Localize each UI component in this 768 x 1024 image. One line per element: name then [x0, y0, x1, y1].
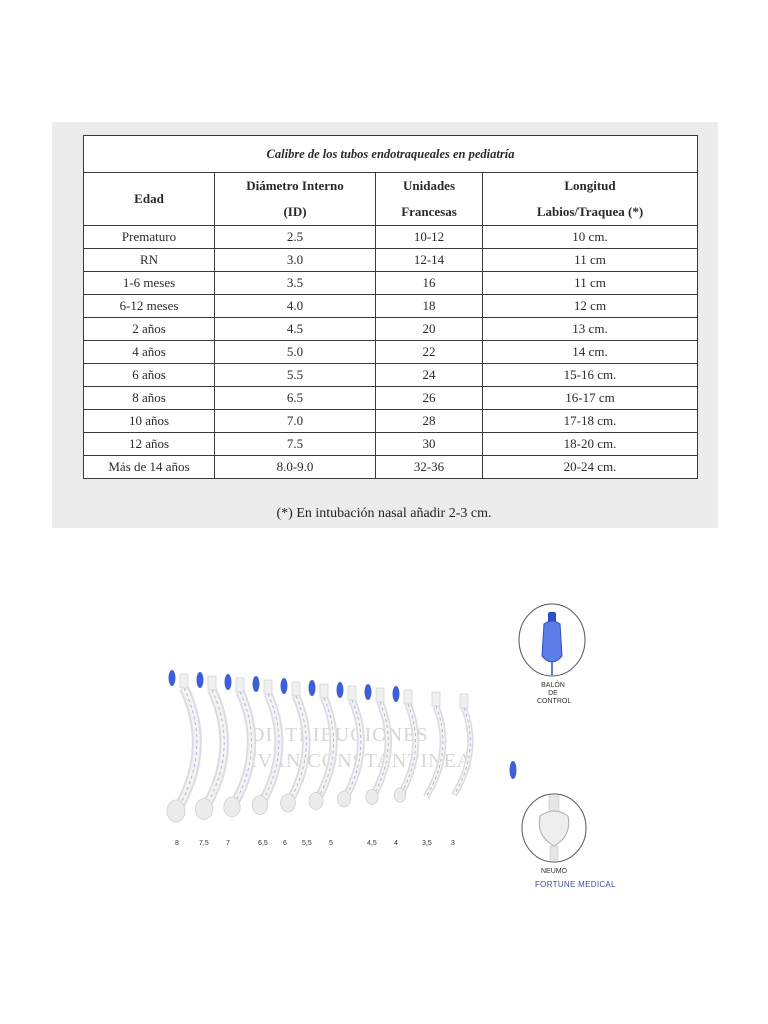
header-longitud: Longitud Labios/Traquea (*) [483, 173, 698, 226]
tube-size-label: 7,5 [199, 840, 209, 847]
tube-cuff [309, 792, 323, 809]
cell-unidades: 16 [376, 272, 483, 295]
tube-size-label: 3,5 [422, 840, 432, 847]
tube-cuff [195, 798, 212, 819]
cell-unidades: 20 [376, 318, 483, 341]
cell-edad: 8 años [84, 387, 215, 410]
cell-unidades: 24 [376, 364, 483, 387]
cell-longitud: 11 cm [483, 272, 698, 295]
endotracheal-tube [167, 670, 197, 822]
tube-size-label: 6,5 [258, 840, 268, 847]
table-footnote: (*) En intubación nasal añadir 2-3 cm. [276, 506, 492, 521]
endotracheal-tube [252, 676, 279, 815]
tube-cuff [366, 789, 378, 804]
cell-longitud: 13 cm. [483, 318, 698, 341]
tube-cuff [337, 791, 350, 807]
endotracheal-tube [365, 684, 389, 805]
cell-diametro: 5.5 [215, 364, 376, 387]
tube-cuff [281, 794, 296, 812]
cell-unidades: 10-12 [376, 226, 483, 249]
pilot-balloon [169, 670, 176, 686]
cell-diametro: 6.5 [215, 387, 376, 410]
watermark-line-1: DISTRIBUCIONES [250, 724, 429, 746]
cell-longitud: 10 cm. [483, 226, 698, 249]
cell-edad: 10 años [84, 410, 215, 433]
cell-unidades: 12-14 [376, 249, 483, 272]
cell-unidades: 30 [376, 433, 483, 456]
header-unidades: Unidades Francesas [376, 173, 483, 226]
cell-longitud: 15-16 cm. [483, 364, 698, 387]
balloon-label: BALÓN DE CONTROL [537, 682, 572, 705]
cell-unidades: 26 [376, 387, 483, 410]
cell-unidades: 18 [376, 295, 483, 318]
pilot-balloon [393, 686, 400, 702]
tube-cuff [252, 795, 268, 814]
cell-longitud: 20-24 cm. [483, 456, 698, 479]
cell-longitud: 12 cm [483, 295, 698, 318]
cell-longitud: 11 cm [483, 249, 698, 272]
cell-edad: 1-6 meses [84, 272, 215, 295]
cell-edad: 6-12 meses [84, 295, 215, 318]
cell-edad: 2 años [84, 318, 215, 341]
tube-size-label: 5 [329, 840, 333, 847]
cell-edad: Prematuro [84, 226, 215, 249]
tube-size-label: 8 [175, 840, 179, 847]
brand-logo-text: FORTUNE MEDICAL [535, 880, 616, 889]
cell-edad: 12 años [84, 433, 215, 456]
endotracheal-tube [454, 694, 470, 795]
cuff-label: NEUMO [541, 868, 568, 875]
pilot-balloon [281, 678, 288, 694]
tube-size-label: 3 [451, 840, 455, 847]
cell-unidades: 22 [376, 341, 483, 364]
cell-longitud: 14 cm. [483, 341, 698, 364]
header-edad: Edad [84, 173, 215, 226]
pilot-balloon [365, 684, 372, 700]
tube-size-label: 4 [394, 840, 398, 847]
pilot-balloon [197, 672, 204, 688]
pilot-balloon [309, 680, 316, 696]
cell-longitud: 18-20 cm. [483, 433, 698, 456]
cell-diametro: 7.5 [215, 433, 376, 456]
tube-size-label: 7 [226, 840, 230, 847]
pilot-balloon [225, 674, 232, 690]
endotracheal-tube [393, 686, 416, 802]
cell-diametro: 4.5 [215, 318, 376, 341]
endotracheal-tube [337, 682, 361, 807]
cell-longitud: 16-17 cm [483, 387, 698, 410]
cell-diametro: 7.0 [215, 410, 376, 433]
tube-cuff [394, 788, 406, 802]
pilot-balloon [510, 761, 517, 779]
cell-diametro: 5.0 [215, 341, 376, 364]
cell-unidades: 32-36 [376, 456, 483, 479]
cell-edad: 4 años [84, 341, 215, 364]
pilot-balloon-icon [542, 621, 562, 662]
cell-unidades: 28 [376, 410, 483, 433]
cell-diametro: 8.0-9.0 [215, 456, 376, 479]
cell-diametro: 4.0 [215, 295, 376, 318]
cell-edad: Más de 14 años [84, 456, 215, 479]
endotracheal-tube [309, 680, 334, 810]
cell-edad: 6 años [84, 364, 215, 387]
tube-size-label: 4,5 [367, 840, 377, 847]
pilot-balloon [253, 676, 260, 692]
header-diametro: Diámetro Interno (ID) [215, 173, 376, 226]
tube-cuff [224, 797, 240, 817]
cell-diametro: 3.5 [215, 272, 376, 295]
cell-edad: RN [84, 249, 215, 272]
watermark-line-2: IVAN CONSTANTINEA [250, 750, 473, 772]
pilot-balloon [337, 682, 344, 698]
cuff-detail [522, 794, 586, 862]
table-title: Calibre de los tubos endotraqueales en pediatría [84, 136, 698, 173]
balloon-detail [519, 604, 585, 676]
cell-diametro: 2.5 [215, 226, 376, 249]
cell-diametro: 3.0 [215, 249, 376, 272]
tube-size-label: 5,5 [302, 840, 312, 847]
endotracheal-tube [426, 692, 443, 797]
cell-longitud: 17-18 cm. [483, 410, 698, 433]
tube-cuff [167, 800, 185, 822]
endotracheal-tube [281, 678, 307, 812]
tube-size-label: 6 [283, 840, 287, 847]
